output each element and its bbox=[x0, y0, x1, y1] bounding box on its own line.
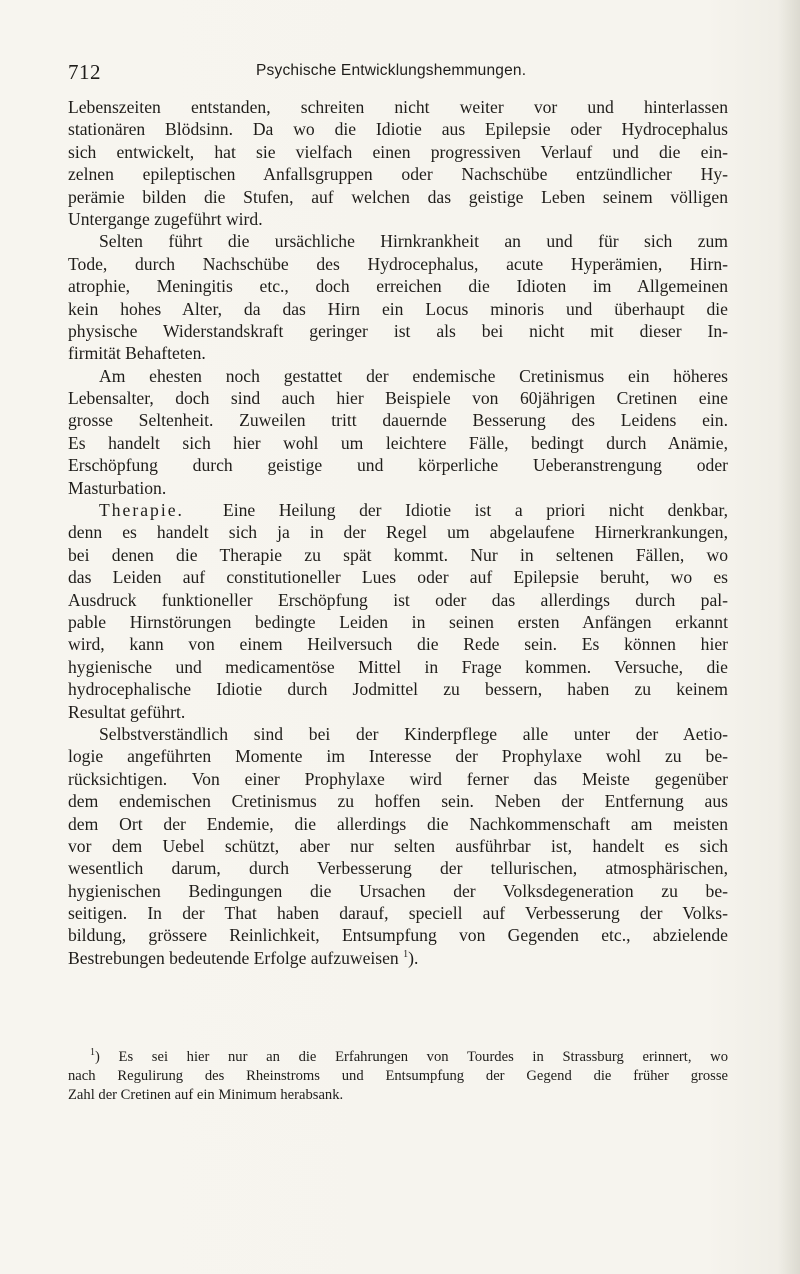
text-line: Bestrebungen bedeutende Erfolge aufzuweisen bbox=[68, 947, 399, 968]
text-line: dem Ort der Endemie, die allerdings die Nachkommenschaft am meisten bbox=[68, 813, 728, 834]
text-line: Es handelt sich hier wohl um leichtere Fälle, bedingt durch Anämie, bbox=[68, 432, 728, 453]
text-line: hydrocephalische Idiotie durch Jodmittel zu bessern, haben zu keinem bbox=[68, 679, 728, 700]
text-line: hygienischen Bedingungen die Ursachen der Volksdegeneration zu be- bbox=[68, 880, 728, 901]
text-line: Eine Heilung der Idiotie ist a priori nicht denkbar, bbox=[223, 500, 728, 521]
therapy-paragraph-first-line bbox=[68, 499, 728, 521]
text-line: Lebensalter, doch sind auch hier Beispiele von 60jährigen Cretinen eine bbox=[68, 388, 728, 409]
text-line: das Leiden auf constitutioneller Lues oder auf Epilepsie beruht, wo es bbox=[68, 567, 728, 588]
text-line: kein hohes Alter, da das Hirn ein Locus minoris und überhaupt die bbox=[68, 298, 728, 319]
page-number: 712 bbox=[68, 60, 101, 84]
text-line: dem endemischen Cretinismus zu hoffen sein. Neben der Entfernung aus bbox=[68, 791, 728, 812]
text-line: bildung, grössere Reinlichkeit, Entsumpfung von Gegenden etc., abzielende bbox=[68, 925, 728, 946]
text-line: firmität Behafteten. bbox=[68, 343, 206, 364]
text-line: Resultat geführt. bbox=[68, 701, 186, 722]
footnote-reference: 1 bbox=[403, 948, 409, 960]
text-line: Selbstverständlich sind bei der Kinderpflege alle unter der Aetio- bbox=[99, 723, 728, 744]
running-head: Psychische Entwicklungshemmungen. bbox=[256, 62, 527, 79]
text-line: pable Hirnstörungen bedingte Leiden in seinen ersten Anfängen erkannt bbox=[68, 611, 728, 632]
footnote bbox=[68, 1048, 728, 1105]
text-line: wird, kann von einem Heilversuch die Rede sein. Es können hier bbox=[68, 634, 728, 655]
therapy-heading: Therapie. bbox=[99, 500, 184, 521]
footnote-marker: 1 bbox=[90, 1048, 95, 1059]
text-line: Am ehesten noch gestattet der endemische Cretinismus ein höheres bbox=[99, 365, 728, 386]
text-line: Selten führt die ursächliche Hirnkrankheit an und für sich zum bbox=[99, 231, 728, 252]
text-line: Untergange zugeführt wird. bbox=[68, 208, 263, 229]
footnote-line bbox=[68, 1048, 728, 1067]
text-line: wesentlich darum, durch Verbesserung der tellurischen, atmosphärischen, bbox=[68, 858, 728, 879]
text-line: sich entwickelt, hat sie vielfach einen progressiven Verlauf und die ein- bbox=[68, 141, 728, 162]
footnote-line: nach Regulirung des Rheinstroms und Entsumpfung der Gegend die früher grosse bbox=[68, 1068, 728, 1084]
text-line: Erschöpfung durch geistige und körperliche Ueberanstrengung oder bbox=[68, 455, 728, 476]
text-line-last bbox=[68, 947, 728, 969]
text-line: logie angeführten Momente im Interesse der Prophylaxe wohl zu be- bbox=[68, 746, 728, 767]
text-line: bei denen die Therapie zu spät kommt. Nur in seltenen Fällen, wo bbox=[68, 544, 728, 565]
text-line: Ausdruck funktioneller Erschöpfung ist oder das allerdings durch pal- bbox=[68, 589, 728, 610]
text-line: grosse Seltenheit. Zuweilen tritt dauernde Besserung des Leidens ein. bbox=[68, 410, 728, 431]
text-line: vor dem Uebel schützt, aber nur selten ausführbar ist, handelt es sich bbox=[68, 835, 728, 856]
text-line: Lebenszeiten entstanden, schreiten nicht weiter vor und hinterlassen bbox=[68, 97, 728, 117]
page-edge-shadow bbox=[778, 0, 800, 1274]
text-line: atrophie, Meningitis etc., doch erreichen die Idioten im Allgemeinen bbox=[68, 276, 728, 297]
text-line: Tode, durch Nachschübe des Hydrocephalus, acute Hyperämien, Hirn- bbox=[68, 253, 728, 274]
text-line: Masturbation. bbox=[68, 477, 167, 498]
text-line: physische Widerstandskraft geringer ist als bei nicht mit dieser In- bbox=[68, 320, 728, 341]
footnote-line: Zahl der Cretinen auf ein Minimum herabsank. bbox=[68, 1087, 344, 1103]
body-text bbox=[68, 96, 728, 969]
footnote-text: ) Es sei hier nur an die Erfahrungen von Tourdes in Strassburg erinnert, wo bbox=[95, 1049, 728, 1065]
page-header bbox=[68, 60, 728, 84]
text-line-end: ). bbox=[408, 947, 419, 968]
text-line: stationären Blödsinn. Da wo die Idiotie aus Epilepsie oder Hydrocephalus bbox=[68, 119, 728, 140]
text-line: rücksichtigen. Von einer Prophylaxe wird ferner das Meiste gegenüber bbox=[68, 768, 728, 789]
text-line: seitigen. In der That haben darauf, speciell auf Verbesserung der Volks- bbox=[68, 903, 728, 924]
text-line: hygienische und medicamentöse Mittel in Frage kommen. Versuche, die bbox=[68, 656, 728, 677]
text-line: denn es handelt sich ja in der Regel um abgelaufene Hirnerkrankungen, bbox=[68, 522, 728, 543]
text-line: zelnen epileptischen Anfallsgruppen oder Nachschübe entzündlicher Hy- bbox=[68, 164, 728, 185]
text-line: perämie bilden die Stufen, auf welchen das geistige Leben seinem völligen bbox=[68, 186, 728, 207]
